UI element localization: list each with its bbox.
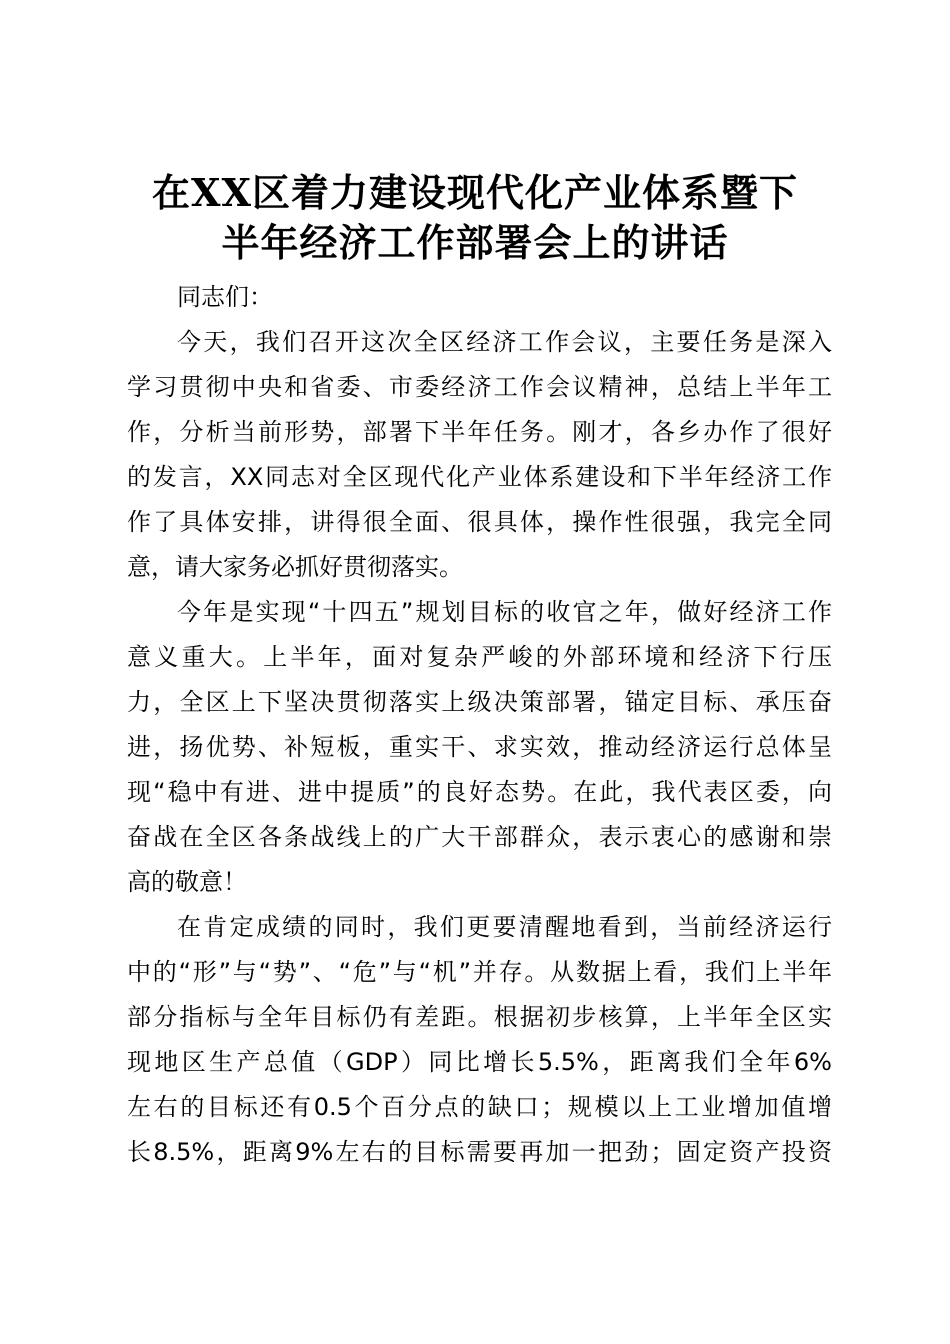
paragraph-line: 的发言，XX同志对全区现代化产业体系建设和下半年经济工作: [127, 463, 832, 491]
paragraph-line: 奋战在全区各条战线上的广大干部群众，表示衷心的感谢和崇: [127, 823, 832, 851]
paragraph-line: 左右的目标还有0.5个百分点的缺口；规模以上工业增加值增: [127, 1093, 832, 1121]
paragraph-line: 现“稳中有进、进中提质”的良好态势。在此，我代表区委，向: [127, 778, 832, 806]
document-title: [110, 168, 840, 268]
paragraph-line: 学习贯彻中央和省委、市委经济工作会议精神，总结上半年工: [127, 373, 832, 401]
paragraph-1: [127, 320, 832, 590]
paragraph-line: 意义重大。上半年，面对复杂严峻的外部环境和经济下行压: [127, 643, 832, 671]
paragraph-line: 进，扬优势、补短板，重实干、求实效，推动经济运行总体呈: [127, 733, 832, 761]
paragraph-2: [127, 590, 832, 905]
paragraph-line: 现地区生产总值（GDP）同比增长5.5%，距离我们全年6%: [127, 1048, 832, 1076]
document-body: [127, 275, 832, 1175]
paragraph-line: 长8.5%，距离9%左右的目标需要再加一把劲；固定资产投资: [127, 1138, 832, 1166]
paragraph-line: 作，分析当前形势，部署下半年任务。刚才，各乡办作了很好: [127, 418, 832, 446]
paragraph-line: 作了具体安排，讲得很全面、很具体，操作性很强，我完全同: [127, 508, 832, 536]
title-line: 半年经济工作部署会上的讲话: [221, 220, 729, 265]
title-line: 在XX区着力建设现代化产业体系暨下: [152, 170, 798, 215]
paragraph-line: 高的敬意！: [127, 868, 247, 896]
paragraph-line: 中的“形”与“势”、“危”与“机”并存。从数据上看，我们上半年: [127, 958, 832, 986]
paragraph-line: 力，全区上下坚决贯彻落实上级决策部署，锚定目标、承压奋: [127, 688, 832, 716]
salutation: 同志们：: [177, 283, 273, 311]
paragraph-line: 在肯定成绩的同时，我们更要清醒地看到，当前经济运行: [177, 913, 832, 941]
paragraph-line: 今年是实现“十四五”规划目标的收官之年，做好经济工作: [177, 598, 832, 626]
paragraph-line: 部分指标与全年目标仍有差距。根据初步核算，上半年全区实: [127, 1003, 832, 1031]
paragraph-3: [127, 905, 832, 1175]
paragraph-line: 意，请大家务必抓好贯彻落实。: [127, 553, 463, 581]
paragraph-line: 今天，我们召开这次全区经济工作会议，主要任务是深入: [177, 328, 832, 356]
